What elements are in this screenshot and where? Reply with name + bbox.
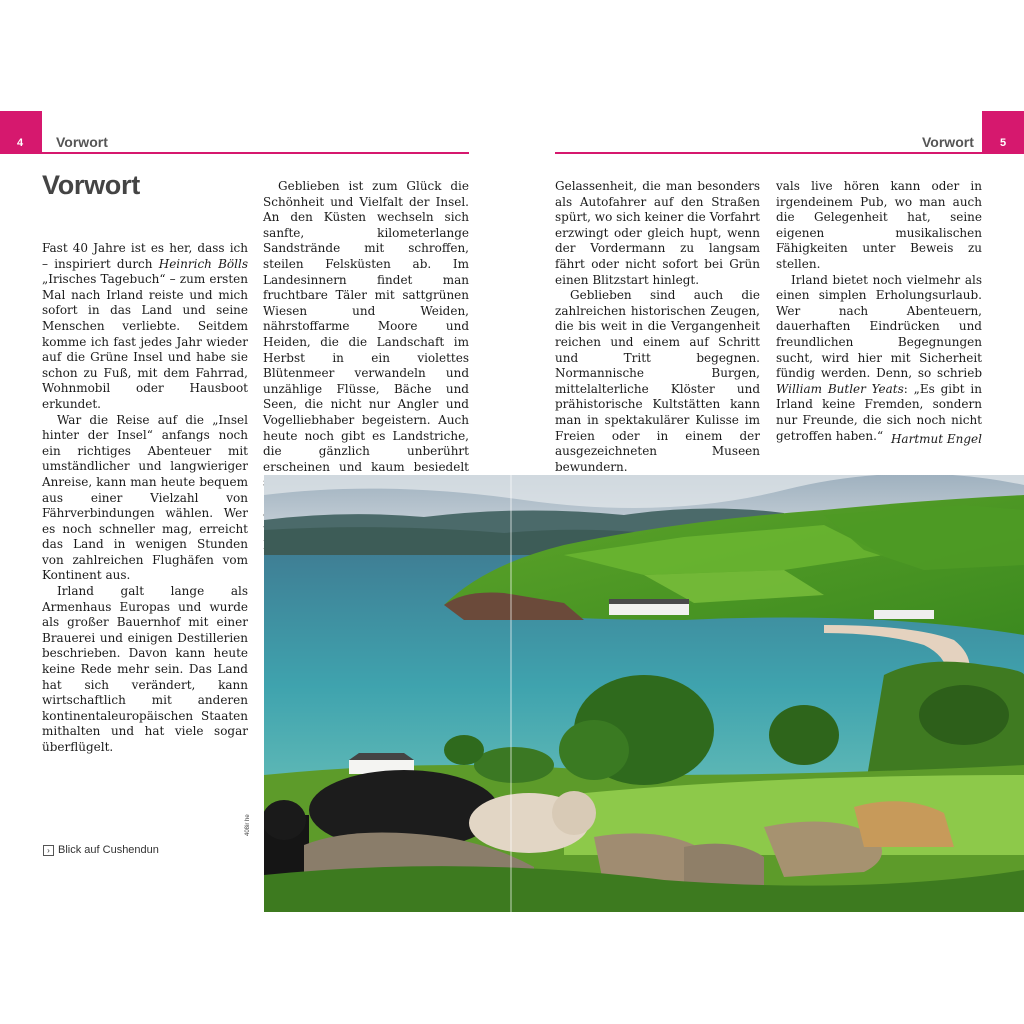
paragraph: Fast 40 Jahre ist es her, dass ich – inspiriert durch Heinrich Bölls „Irisches Tagebuch“ – zum ersten Mal nach Irland reiste und mich sofort in das Land und seine Menschen verliebte. Seitdem komme ich fast jedes Jahr wieder auf die Grüne Insel und habe sie schon zu Fuß, mit dem Fahrrad, Wohnmobil oder Hausboot erkundet. <box>42 241 248 411</box>
arrow-right-icon: › <box>43 845 54 856</box>
paragraph: Irland galt lange als Armenhaus Europas und wurde als großer Bauernhof mit einer Brauerei und einigen Destillerien beschrieben. Davon kann heute keine Rede mehr sein. Das Land hat sich verändert, kann wirtschaftlich mit anderen kontinentaleuropäischen Staaten mithalten und hat viele sogar überflügelt. <box>42 584 248 754</box>
chapter-title: Vorwort <box>42 170 140 200</box>
header-rule-right <box>555 152 982 154</box>
author-signature: Hartmut Engel <box>890 432 982 446</box>
running-head-left: Vorwort <box>56 134 108 150</box>
author-name: William Butler Yeats <box>776 381 904 396</box>
paragraph: Geblieben ist zum Glück die Schönheit und Vielfalt der Insel. An den Küsten wechseln sich sanfte, kilometerlange Sandstrände mit schroffen, steilen Felsküsten ab. Im Landesinnern findet man fruchtbare Täler mit sattgrünen Wiesen und Weiden, nährstoffarme Moore und Heiden, die die Landschaft im Herbst in ein violettes Blütenmeer verwandeln und unzählige Flüsse, Bäche und Seen, die nicht nur Angler und Vogelliebhaber begeistern. Auch heute noch gibt es Landstriche, die gänzlich unberührt erscheinen und kaum besiedelt <box>263 179 469 474</box>
paragraph: War die Reise auf die „Insel hinter der Insel“ anfangs noch ein richtiges Abenteuer mit umständlicher und langwieriger Anreise, kann man heute bequem aus einer Vielzahl von Fährverbindungen wählen. Wer es noch schneller mag, erreicht das Land in wenigen Stunden von zahlreichen Flughäfen vom Kontinent aus. <box>42 412 248 583</box>
author-name: Heinrich Bölls <box>158 256 248 271</box>
photo-caption <box>43 844 159 856</box>
paragraph: Geblieben sind auch die zahlreichen historischen Zeugen, die bis weit in die Vergangenheit reichen und einem auf Schritt und Tritt begegnen. Normannische Burgen, mittelalterliche Klöster und prähistorische Kultstätten kann man in spektakulärer Kulisse im Freien oder in einem der ausgezeichneten Museen bewundern. <box>555 288 760 474</box>
paragraph: vals live hören kann oder in irgendeinem Pub, wo man auch die Gelegenheit hat, seine eigenen musikalischen Fähigkeiten unter Beweis zu stellen. <box>776 179 982 271</box>
caption-text: Blick auf Cushendun <box>58 844 159 856</box>
text-column-3 <box>555 179 760 522</box>
page-number-left: 4 <box>17 137 24 149</box>
paragraph: Irland bietet noch vielmehr als einen simplen Erholungsurlaub. Wer nach Abenteuern, dauerhaften Eindrücken und freundlichen Begegnungen sucht, wird hier mit Sicherheit fündig werden. Denn, so schrieb William Butler Yeats: „Es gibt in Irland keine Fremden, sondern nur Freunde, die sich noch nicht getroffen haben.“ <box>776 272 982 443</box>
page-number-right: 5 <box>1000 137 1007 149</box>
header-rule-left <box>42 152 469 154</box>
running-head-right: Vorwort <box>922 134 974 150</box>
photo-credit: 408ir he <box>245 814 251 836</box>
text-column-4 <box>776 179 982 444</box>
text-column-1 <box>42 241 248 756</box>
paragraph: Gelassenheit, die man besonders als Autofahrer auf den Straßen spürt, wo sich keiner die Vorfahrt erzwingt oder gleich hupt, wenn der Vordermann zu langsam fährt oder nicht sofort bei Grün einen Blitzstart hinlegt. <box>555 179 760 287</box>
landscape-photo <box>264 475 1024 912</box>
